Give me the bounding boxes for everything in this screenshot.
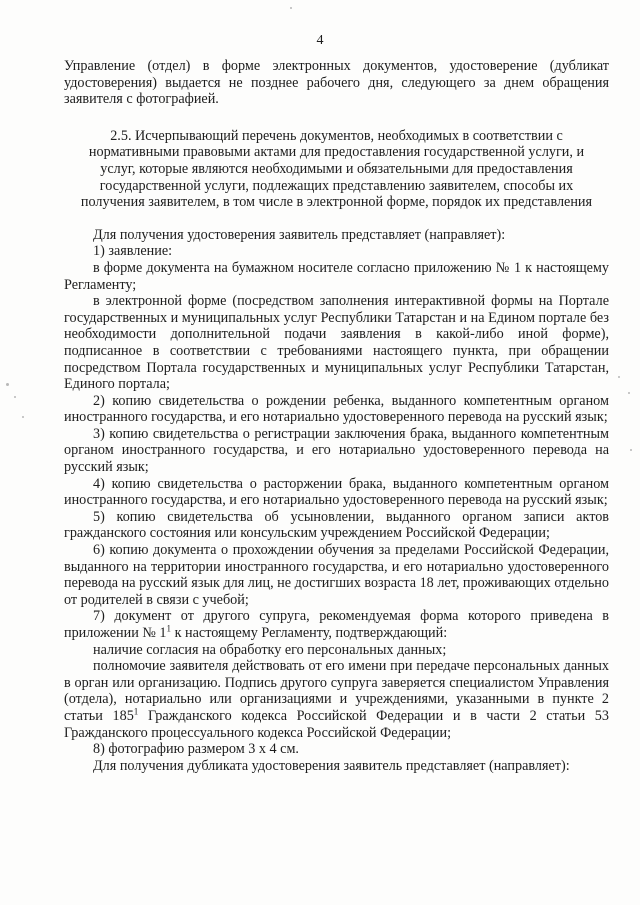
paragraph-item-4: 4) копию свидетельства о расторжении брака, выданного компетентным органом иностранного государства, и его нотариально удостоверенного перевода на русский язык; [64,475,609,509]
paragraph-item-7-text-end: к настоящему Регламенту, подтверждающий: [171,625,448,641]
superscript: 1 [133,706,139,717]
paragraph-duplicate-intro: Для получения дубликата удостоверения заявитель представляет (направляет): [93,757,570,774]
paragraph-item-6: 6) копию документа о прохождении обучения за пределами Российской Федерации, выданного на территории иностранного государства, и его нотариально удостоверенного перевода на русский язык для лиц, не достигших возраста 18 лет, проживающих отдельно от родителей в связи с учебой; [64,542,609,608]
paragraph-consent: наличие согласия на обработку его персональных данных; [93,641,447,658]
paragraph-authority [64,658,609,741]
paragraph-item-7-text: 7) документ от другого супруга, рекомендуемая форма которого приведена в приложении № 1 [64,608,609,641]
superscript: 1 [166,623,172,634]
paragraph-item-3: 3) копию свидетельства о регистрации заключения брака, выданного компетентным органом иностранного государства, и его нотариально удостоверенного перевода на русский язык; [64,425,609,476]
scan-speck [290,7,292,9]
paragraph-item-7 [64,608,609,641]
scan-speck [630,449,632,451]
paragraph-electronic-form: в электронной форме (посредством заполнения интерактивной формы на Портале государственных и муниципальных услуг Республики Татарстан и на Едином портале без необходимости дополнительной подачи заявления в какой-либо иной форме), подписанное в соответствии с требованиями настоящего пункта, при обращении посредством Портала государственных и муниципальных услуг Республики Татарстан, Единого портала; [64,293,609,393]
section-heading-line: государственной услуги, подлежащих представлению заявителем, способы их [99,177,574,194]
section-heading-line: 2.5. Исчерпывающий перечень документов, необходимых в соответствии с [110,127,563,144]
paragraph-authority-text: полномочие заявителя действовать от его имени при передаче персональных данных в орган или организацию. Подпись другого супруга заверяется специалистом Управления (отдела), нотариально или организациями и учреждениями, указанными в пункте 2 статьи 185 [64,658,609,724]
page-number: 4 [316,33,324,48]
scan-speck [14,396,16,398]
section-heading-line: услуг, которые являются необходимыми и обязательными для предоставления [100,160,573,177]
paragraph-item-8: 8) фотографию размером 3 х 4 см. [93,741,299,758]
paragraph-item-2: 2) копию свидетельства о рождении ребенка, выданного компетентным органом иностранного государства, и его нотариально удостоверенного перевода на русский язык; [64,392,609,426]
scan-speck [618,376,620,378]
document-body [64,58,609,774]
intro-paragraph: Управление (отдел) в форме электронных документов, удостоверение (дубликат удостоверения) выдается не позднее рабочего дня, следующего за днем обращения заявителя с фотографией. [64,58,609,108]
section-heading-line: получения заявителем, в том числе в электронной форме, порядок их представления [80,194,593,211]
section-heading [64,128,609,211]
scan-speck [22,416,24,418]
section-heading-line: нормативными правовыми актами для предоставления государственной услуги, и [88,144,585,161]
paragraph-authority-text-end: Гражданского кодекса Российской Федерации и в части 2 статьи 53 Гражданского процессуального кодекса Российской Федерации; [64,707,609,741]
scan-speck [628,392,630,394]
scan-speck [6,383,9,386]
paragraph-paper-form: в форме документа на бумажном носителе согласно приложению № 1 к настоящему Регламенту; [64,259,609,293]
paragraph-item-1: 1) заявление: [93,243,173,260]
paragraph-documents-list-intro: Для получения удостоверения заявитель представляет (направляет): [93,226,506,243]
paragraph-item-5: 5) копию свидетельства об усыновлении, выданного органом записи актов гражданского состояния или консульским учреждением Российской Федерации; [64,508,609,542]
